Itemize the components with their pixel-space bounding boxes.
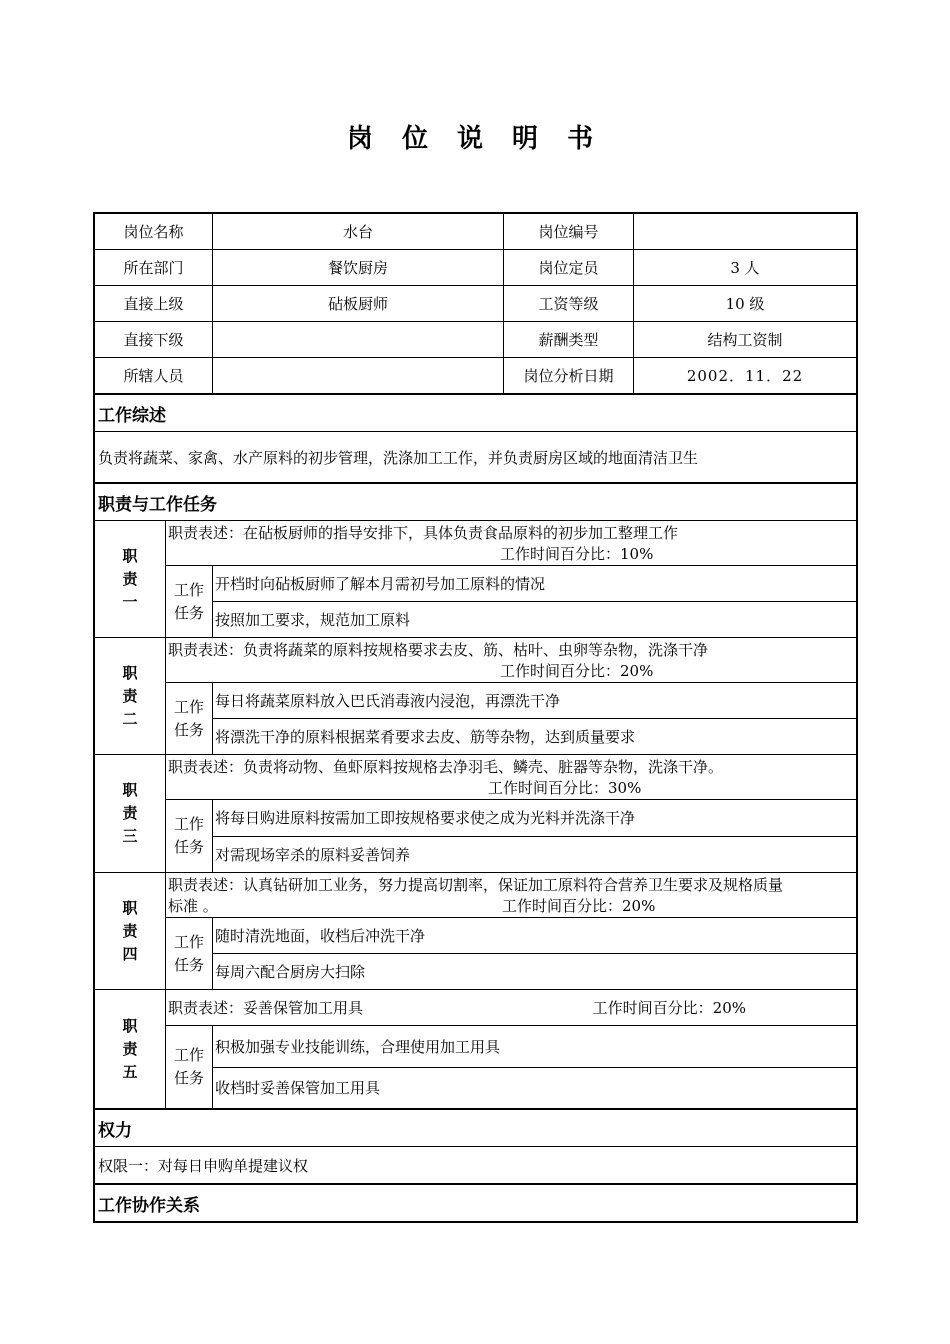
duty-percent: 工作时间百分比：20% <box>592 998 746 1017</box>
duty-statement-line2 <box>168 896 854 917</box>
authority-text: 权限一：对每日申购单提建议权 <box>98 1156 309 1175</box>
duty-block <box>95 638 856 755</box>
duty-percent: 工作时间百分比：30% <box>488 779 642 797</box>
info-value <box>634 214 856 249</box>
info-row <box>95 214 856 250</box>
task-item: 每日将蔬菜原料放入巴氏消毒液内浸泡，再漂洗干净 <box>213 683 856 719</box>
duty-statement-text: 职责表述：负责将蔬菜的原料按规格要求去皮、筋、枯叶、虫卵等杂物，洗涤干净 <box>168 641 709 659</box>
duties-heading-row <box>95 484 856 521</box>
info-row <box>95 322 856 358</box>
info-row <box>95 358 856 395</box>
duty-statement <box>166 873 856 918</box>
authority-text-row <box>95 1147 856 1185</box>
task-item: 随时清洗地面，收档后冲洗干净 <box>213 918 856 954</box>
info-value: 结构工资制 <box>707 331 783 349</box>
task-label <box>166 683 213 754</box>
info-value: 砧板厨师 <box>213 286 504 321</box>
duty-label-text: 职责四 <box>122 898 138 963</box>
duty-label <box>95 873 166 989</box>
authority-heading-row <box>95 1110 856 1147</box>
duty-statement <box>166 638 856 683</box>
duty-label-text: 职责一 <box>122 546 138 611</box>
duty-percent: 工作时间百分比：20% <box>500 662 654 680</box>
cooperation-heading-row <box>95 1185 856 1223</box>
page-title: 岗 位 说 明 书 <box>346 124 604 154</box>
duty-percent: 工作时间百分比：10% <box>500 545 654 563</box>
summary-heading: 工作综述 <box>98 405 166 426</box>
cooperation-heading: 工作协作关系 <box>98 1195 200 1216</box>
duty-label-text: 职责五 <box>122 1016 138 1081</box>
duty-label-text: 职责二 <box>122 663 138 728</box>
info-label: 岗位分析日期 <box>504 358 634 393</box>
task-item: 开档时向砧板厨师了解本月需初号加工原料的情况 <box>213 566 856 602</box>
task-label <box>166 566 213 637</box>
info-label: 岗位定员 <box>504 250 634 285</box>
summary-text-row <box>95 432 856 484</box>
info-value: 10 级 <box>725 295 765 313</box>
duty-block <box>95 990 856 1110</box>
duty-label <box>95 521 166 637</box>
duty-statement <box>166 755 856 800</box>
duty-block <box>95 755 856 873</box>
duty-statement-text: 职责表述：在砧板厨师的指导安排下，具体负责食品原料的初步加工整理工作 <box>168 524 679 542</box>
job-description-table <box>93 212 858 1223</box>
info-label: 岗位编号 <box>504 214 634 249</box>
info-label: 所在部门 <box>95 250 213 285</box>
info-value: 水台 <box>213 214 504 249</box>
task-label-text: 工作任务 <box>174 697 205 739</box>
info-label: 所辖人员 <box>95 358 213 393</box>
duty-statement-text: 职责表述：负责将动物、鱼虾原料按规格去净羽毛、鳞壳、脏器等杂物，洗涤干净。 <box>168 758 724 776</box>
duty-block <box>95 521 856 638</box>
task-label-text: 工作任务 <box>174 580 205 622</box>
duty-block <box>95 873 856 990</box>
task-item: 对需现场宰杀的原料妥善饲养 <box>215 845 411 864</box>
info-value <box>213 322 504 357</box>
duties-heading: 职责与工作任务 <box>98 494 217 515</box>
duty-statement-cont: 标准 。 <box>168 897 218 915</box>
duty-label <box>95 755 166 872</box>
info-value <box>213 358 504 393</box>
duty-label <box>95 638 166 754</box>
info-label: 直接上级 <box>95 286 213 321</box>
info-label: 工资等级 <box>504 286 634 321</box>
duty-statement <box>166 521 856 566</box>
summary-text: 负责将蔬菜、家禽、水产原料的初步管理，洗涤加工工作，并负责厨房区域的地面清洁卫生 <box>98 448 699 467</box>
info-row <box>95 286 856 322</box>
task-item: 按照加工要求，规范加工原料 <box>215 611 411 629</box>
task-item: 将漂洗干净的原料根据菜肴要求去皮、筋等杂物，达到质量要求 <box>215 728 636 746</box>
task-label <box>166 918 213 989</box>
duty-label <box>95 990 166 1108</box>
task-label-text: 工作任务 <box>174 932 205 974</box>
duty-statement <box>166 990 856 1026</box>
duty-label-text: 职责三 <box>122 781 138 845</box>
task-item: 将每日购进原料按需加工即按规格要求使之成为光料并洗涤干净 <box>213 800 856 837</box>
duty-statement-text: 职责表述：认真钻研加工业务，努力提高切割率，保证加工原料符合营养卫生要求及规格质量 <box>168 876 784 894</box>
authority-heading: 权力 <box>98 1120 132 1141</box>
duty-statement-text: 职责表述：妥善保管加工用具 <box>168 998 364 1017</box>
summary-heading-row <box>95 395 856 432</box>
info-value: 2002．11．22 <box>686 367 804 385</box>
task-label-text: 工作任务 <box>174 815 205 856</box>
duty-percent: 工作时间百分比：20% <box>502 897 656 915</box>
task-label <box>166 1026 213 1108</box>
info-value: 餐饮厨房 <box>213 250 504 285</box>
task-item: 积极加强专业技能训练，合理使用加工用具 <box>213 1026 856 1068</box>
task-item: 每周六配合厨房大扫除 <box>215 963 366 981</box>
task-label <box>166 800 213 872</box>
info-value: 3 人 <box>730 259 760 277</box>
task-label-text: 工作任务 <box>174 1046 205 1087</box>
info-row <box>95 250 856 286</box>
info-label: 薪酬类型 <box>504 322 634 357</box>
info-label: 直接下级 <box>95 322 213 357</box>
info-label: 岗位名称 <box>95 214 213 249</box>
task-item: 收档时妥善保管加工用具 <box>215 1079 381 1098</box>
